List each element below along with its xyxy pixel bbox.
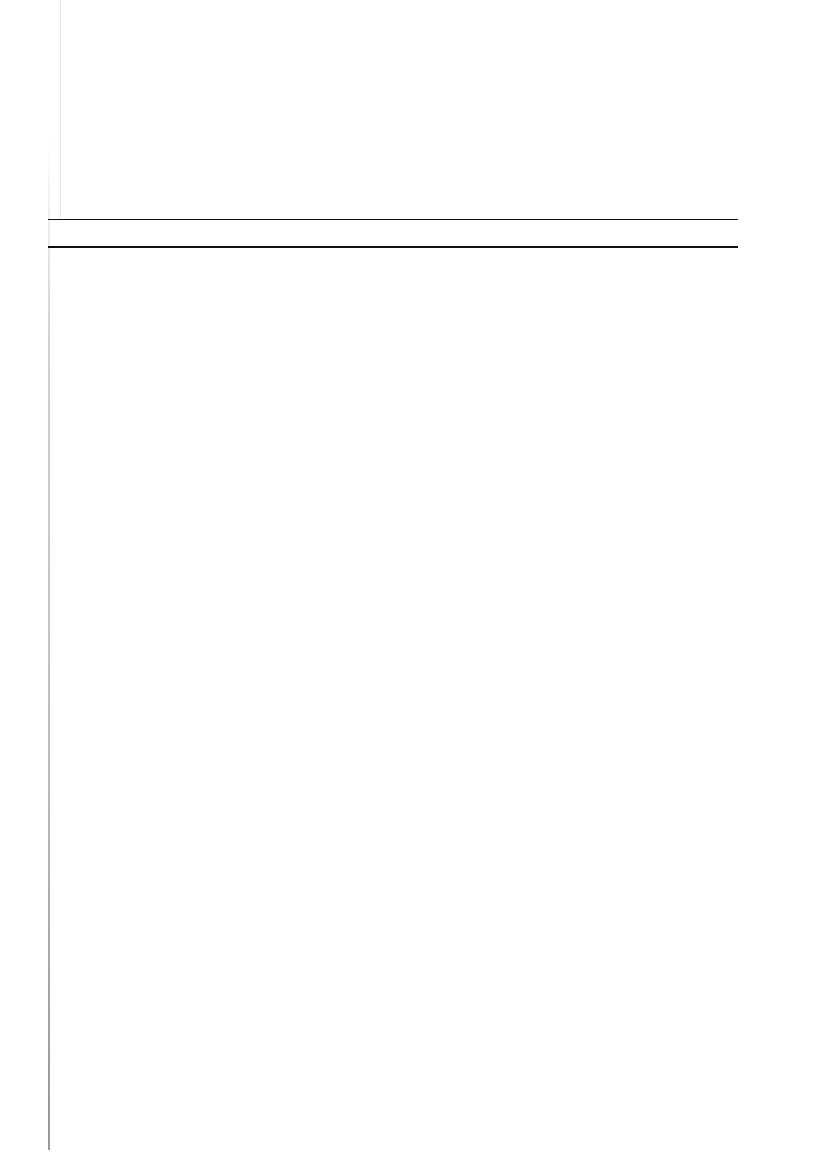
table-header-row xyxy=(0,221,826,247)
scan-faint-line xyxy=(60,0,61,220)
header-bottom-rule xyxy=(48,246,738,248)
table-top-rule xyxy=(48,219,738,220)
scan-shadow-edge xyxy=(48,140,50,1150)
